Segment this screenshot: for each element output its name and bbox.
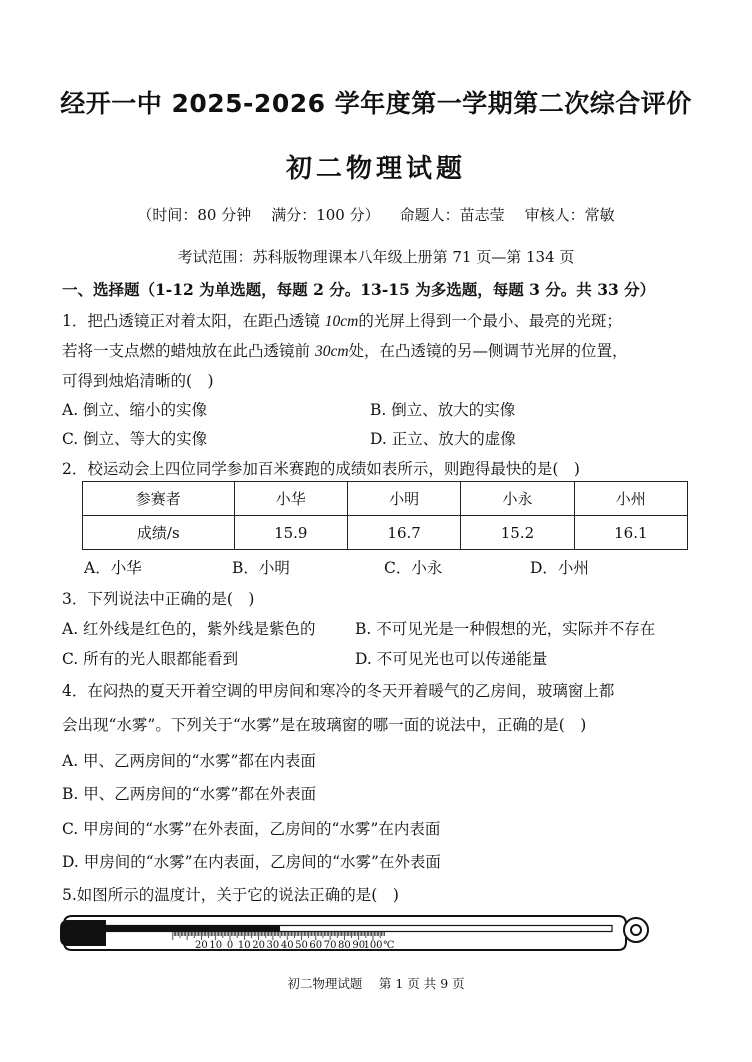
scale-tick-label: 60 — [309, 940, 323, 951]
table-header-cell: 参赛者 — [83, 482, 235, 516]
q3-option-d: D. 不可见光也可以传递能量 — [355, 650, 548, 668]
q1-option-d: D. 正立、放大的虚像 — [370, 430, 516, 448]
q3-stem: 3．下列说法中正确的是( ) — [62, 590, 255, 608]
table-cell: 15.9 — [234, 516, 347, 550]
scale-tick-label: 30 — [266, 940, 280, 951]
q1-option-a: A. 倒立、缩小的实像 — [62, 401, 208, 419]
exam-title: 经开一中 2025-2026 学年度第一学期第二次综合评价 — [60, 89, 692, 118]
q1-option-c: C. 倒立、等大的实像 — [62, 430, 208, 448]
scale-tick-label: 40 — [280, 940, 294, 951]
exam-info — [0, 204, 752, 225]
q4-line-1: 4．在闷热的夏天开着空调的甲房间和寒冷的冬天开着暖气的乙房间，玻璃窗上都 — [62, 682, 615, 700]
q1-line-3: 可得到烛焰清晰的( ) — [62, 372, 214, 390]
thermometer-bulb — [60, 920, 106, 946]
table-header-cell: 小明 — [347, 482, 460, 516]
q1-text: 处，在凸透镜的另—侧调节光屏的位置， — [348, 342, 628, 360]
table-row — [83, 482, 688, 516]
table-cell: 成绩/s — [83, 516, 235, 550]
q1-object-distance: 30cm — [314, 343, 349, 360]
scale-tick-label: 0 — [226, 940, 234, 951]
thermometer-figure — [58, 908, 658, 954]
exam-time: （时间：80 分钟 — [137, 206, 252, 224]
q4-line-2: 会出现“水雾”。下列关于“水雾”是在玻璃窗的哪一面的说法中，正确的是( ) — [62, 716, 587, 734]
scale-tick-label: 70 — [323, 940, 337, 951]
exam-reviewer: 审核人：常敏 — [524, 206, 615, 224]
table-header-cell: 小州 — [574, 482, 687, 516]
scale-tick-label: 10 — [209, 940, 223, 951]
q2-stem: 2．校运动会上四位同学参加百米赛跑的成绩如表所示，则跑得最快的是( ) — [62, 460, 580, 478]
q1-option-b: B. 倒立、放大的实像 — [370, 401, 516, 419]
celsius-unit-label: ℃ — [383, 940, 395, 951]
mercury-column — [104, 926, 280, 932]
exam-author: 命题人：苗志莹 — [399, 206, 505, 224]
q2-option-a: A．小华 — [84, 559, 142, 577]
exam-full-score: 满分：100 分） — [271, 206, 380, 224]
table-header-cell: 小华 — [234, 482, 347, 516]
table-row — [83, 516, 688, 550]
scores-table — [82, 481, 688, 550]
table-header-cell: 小永 — [461, 482, 574, 516]
q2-option-c: C．小永 — [384, 559, 443, 577]
q1-focal-length: 10cm — [324, 313, 359, 330]
page-footer: 初二物理试题 第 1 页 共 9 页 — [287, 976, 465, 991]
q4-option-c: C. 甲房间的“水雾”在外表面，乙房间的“水雾”在内表面 — [62, 820, 441, 838]
scale-tick-label: 80 — [338, 940, 351, 951]
scale-tick-label: 50 — [295, 940, 308, 951]
table-cell: 16.1 — [574, 516, 687, 550]
thermometer-end-ring-inner — [631, 925, 641, 935]
q3-option-b: B. 不可见光是一种假想的光，实际并不存在 — [355, 620, 656, 638]
scale-tick-label: 20 — [252, 940, 265, 951]
scale-tick-label: 100 — [363, 940, 383, 951]
q2-option-d: D．小州 — [530, 559, 589, 577]
q1-text: 若将一支点燃的蜡烛放在此凸透镜前 — [62, 342, 315, 360]
q3-option-c: C. 所有的光人眼都能看到 — [62, 650, 239, 668]
section-heading: 一、选择题（1-12 为单选题，每题 2 分。13-15 为多选题，每题 3 分。共 33 分） — [62, 280, 656, 299]
scale-tick-label: 90 — [352, 940, 366, 951]
scale-tick-label: 10 — [237, 940, 251, 951]
scale-tick-label: 20 — [195, 940, 208, 951]
q1-text: 1．把凸透镜正对着太阳，在距凸透镜 — [62, 312, 325, 330]
exam-scope: 考试范围：苏科版物理课本八年级上册第 71 页—第 134 页 — [177, 248, 575, 266]
table-cell: 16.7 — [347, 516, 460, 550]
q4-option-a: A. 甲、乙两房间的“水雾”都在内表面 — [62, 752, 316, 770]
q1-line-1 — [62, 309, 622, 331]
q5-stem: 5.如图所示的温度计，关于它的说法正确的是( ) — [62, 886, 399, 904]
table-cell: 15.2 — [461, 516, 574, 550]
q4-option-b: B. 甲、乙两房间的“水雾”都在外表面 — [62, 785, 317, 803]
q3-option-a: A. 红外线是红色的，紫外线是紫色的 — [62, 620, 316, 638]
q2-option-b: B．小明 — [232, 559, 290, 577]
q4-option-d: D. 甲房间的“水雾”在内表面，乙房间的“水雾”在外表面 — [62, 853, 441, 871]
q1-line-2 — [62, 339, 628, 361]
q1-text: 的光屏上得到一个最小、最亮的光斑； — [358, 312, 622, 330]
exam-subtitle: 初二物理试题 — [285, 154, 466, 184]
